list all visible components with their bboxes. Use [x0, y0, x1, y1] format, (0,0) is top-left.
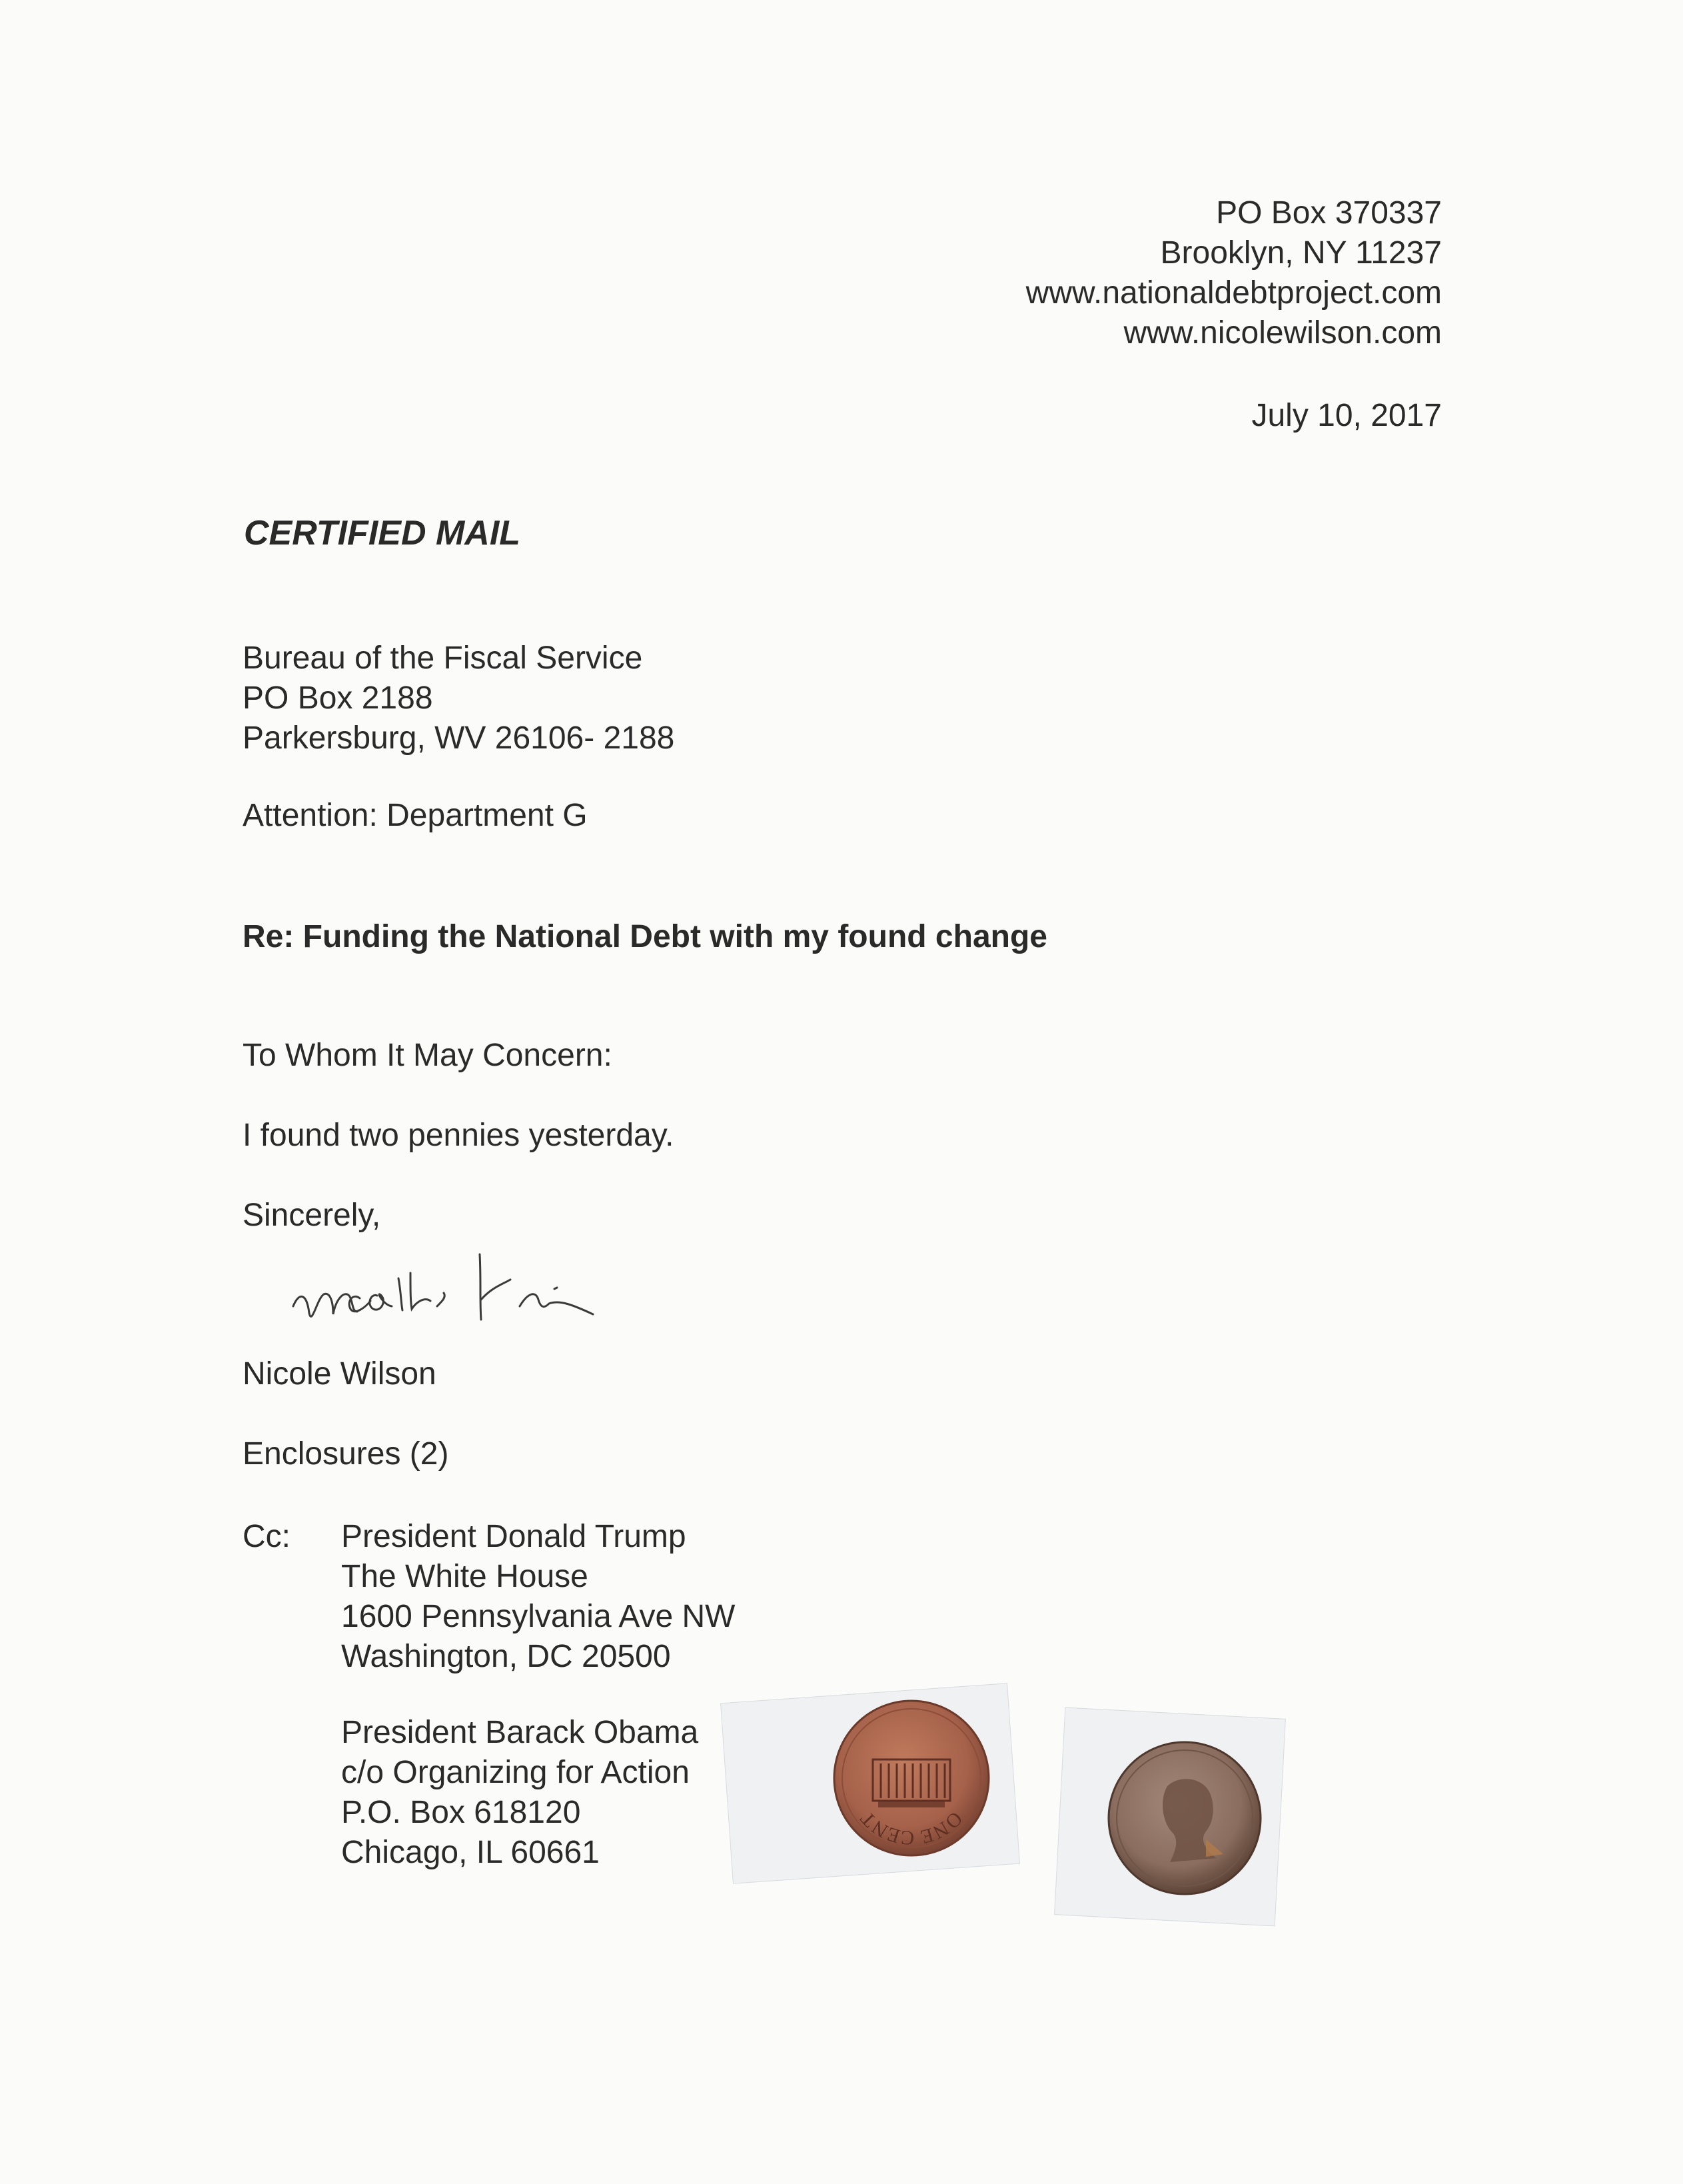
handwritten-signature — [280, 1226, 720, 1346]
cc-line: P.O. Box 618120 — [341, 1795, 581, 1830]
penny-reverse — [832, 1698, 991, 1858]
cc-line: Chicago, IL 60661 — [341, 1835, 600, 1870]
cc-line: The White House — [341, 1559, 588, 1594]
salutation: To Whom It May Concern: — [243, 1038, 612, 1073]
cc-line: Washington, DC 20500 — [341, 1639, 671, 1674]
sender-line: PO Box 370337 — [1216, 195, 1442, 231]
closing: Sincerely, — [243, 1198, 381, 1233]
penny-obverse — [1106, 1739, 1263, 1897]
recipient-address — [243, 638, 674, 758]
enclosures-note: Enclosures (2) — [243, 1436, 449, 1472]
subject-line: Re: Funding the National Debt with my found change — [243, 919, 1047, 954]
sender-website: www.nicolewilson.com — [1123, 315, 1442, 351]
sender-address — [842, 193, 1442, 353]
cc-recipient-obama — [341, 1713, 698, 1873]
sender-website: www.nationaldebtproject.com — [1025, 275, 1442, 311]
letter-body: I found two pennies yesterday. — [243, 1118, 674, 1153]
svg-text:ONE CENT: ONE CENT — [855, 1807, 967, 1849]
recipient-line: Parkersburg, WV 26106- 2188 — [243, 720, 675, 756]
attention-line: Attention: Department G — [243, 798, 588, 833]
letter-date: July 10, 2017 — [1251, 398, 1442, 433]
cc-line: President Donald Trump — [341, 1519, 686, 1554]
cc-line: President Barack Obama — [341, 1715, 699, 1750]
certified-mail-heading: CERTIFIED MAIL — [244, 514, 521, 552]
cc-recipient-trump — [341, 1517, 735, 1677]
recipient-line: PO Box 2188 — [243, 680, 433, 716]
recipient-line: Bureau of the Fiscal Service — [243, 640, 643, 676]
cc-label: Cc: — [243, 1519, 290, 1554]
sender-line: Brooklyn, NY 11237 — [1160, 235, 1442, 271]
signer-name: Nicole Wilson — [243, 1356, 436, 1392]
cc-line: c/o Organizing for Action — [341, 1755, 690, 1790]
cc-line: 1600 Pennsylvania Ave NW — [341, 1599, 736, 1634]
